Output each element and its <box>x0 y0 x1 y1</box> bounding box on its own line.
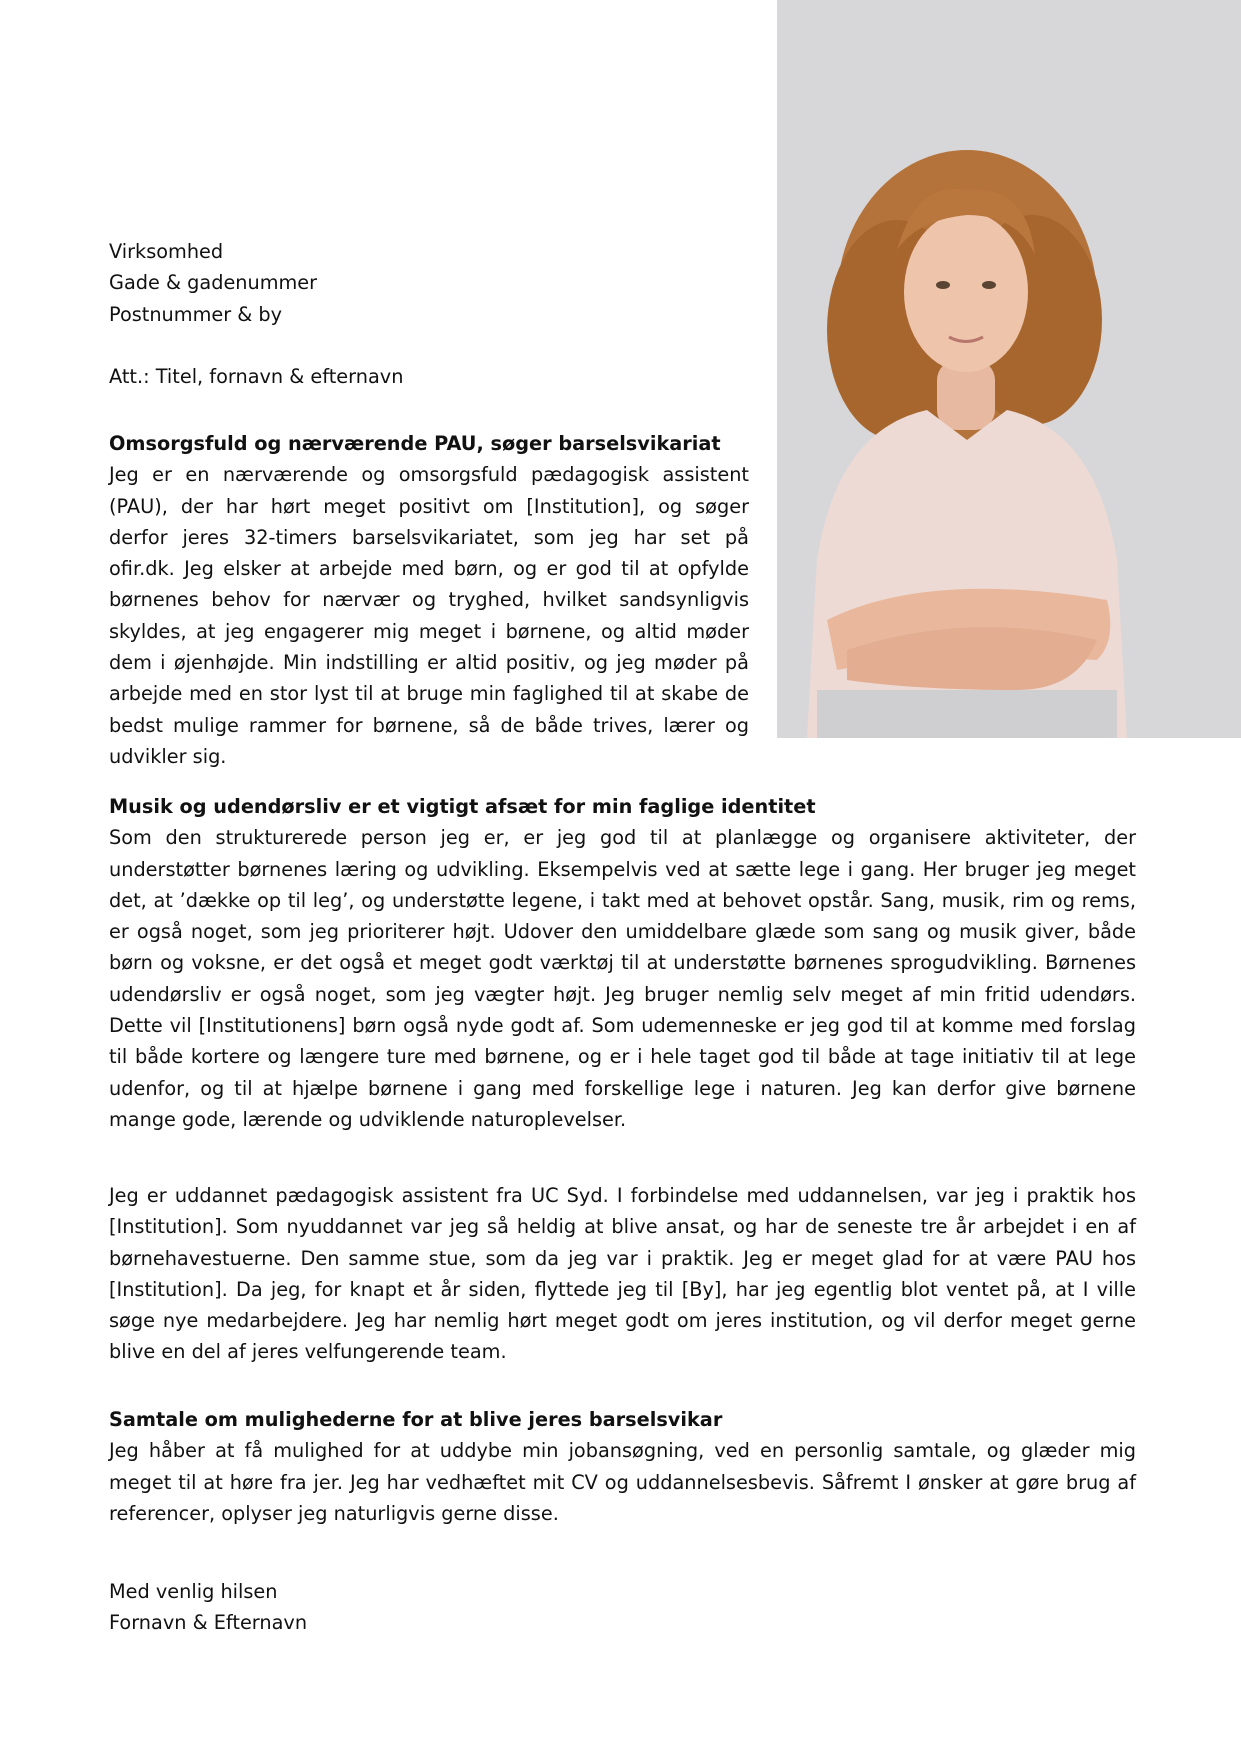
section-music-outdoor-heading: Musik og udendørsliv er et vigtigt afsæt for min faglige identitet <box>109 795 816 818</box>
section-interview <box>109 1404 1136 1529</box>
recipient-address <box>109 236 317 330</box>
section-interview-body: Jeg håber at få mulighed for at uddybe min jobansøgning, ved en personlig samtale, og glæder mig meget til at høre fra jer. Jeg har vedhæftet mit CV og uddannelsesbevis. Såfremt I ønsker at gøre brug af referencer, oplyser jeg naturligvis gerne disse. <box>109 1439 1136 1525</box>
attention-text: Att.: Titel, fornavn & efternavn <box>109 365 404 388</box>
signature-name: Fornavn & Efternavn <box>109 1611 308 1635</box>
recipient-postal: Postnummer & by <box>109 302 283 326</box>
section-interview-heading: Samtale om mulighederne for at blive jeres barselsvikar <box>109 1408 723 1431</box>
section-intro-heading: Omsorgsfuld og nærværende PAU, søger barselsvikariat <box>109 432 721 455</box>
recipient-company: Virksomhed <box>109 240 224 263</box>
portrait-illustration <box>777 0 1241 738</box>
section-music-outdoor <box>109 791 1136 1135</box>
profile-photo <box>777 0 1241 738</box>
section-intro <box>109 428 749 772</box>
closing-greeting: Med venlig hilsen <box>109 1580 278 1603</box>
closing <box>109 1576 307 1639</box>
section-music-outdoor-body: Som den strukturerede person jeg er, er jeg god til at planlægge og organisere aktiviteter, der understøtter børnenes læring og udvikling. Eksempelvis ved at sætte lege i gang. Her bruger jeg meget det, at ’dække op til leg’, og understøtte legene, i takt med at behovet opstår. Sang, musik, rim og rems, er også noget, som jeg prioriterer højt. Udover den umiddelbare glæde som sang og musik giver, både børn og voksne, er det også et meget godt værktøj til at understøtte børnenes sprogudvikling. Børnenes udendørsliv er også noget, som jeg vægter højt. Jeg bruger nemlig selv meget af min fritid udendørs. Dette vil [Institutionens] børn også nyde godt af. Som udemenneske er jeg god til at komme med forslag til både kortere og længere ture med børnene, og er i hele taget god til både at tage initiativ til at lege udenfor, og til at hjælpe børnene i gang med forskellige lege i naturen. Jeg kan derfor give børnene mange gode, lærende og udviklende naturoplevelser. <box>109 826 1136 1131</box>
recipient-street: Gade & gadenummer <box>109 271 318 295</box>
attention-line <box>109 361 403 392</box>
section-education <box>109 1180 1136 1368</box>
section-intro-body: Jeg er en nærværende og omsorgsfuld pædagogisk assistent (PAU), der har hørt meget positivt om [Institution], og søger derfor jeres 32-timers barselsvikariatet, som jeg har set på ofir.dk. Jeg elsker at arbejde med børn, og er god til at opfylde børnenes behov for nærvær og tryghed, hvilket sandsynligvis skyldes, at jeg engagerer mig meget i børnene, og altid møder dem i øjenhøjde. Min indstilling er altid positiv, og jeg møder på arbejde med en stor lyst til at bruge min faglighed til at skabe de bedst mulige rammer for børnene, så de både trives, lærer og udvikler sig. <box>109 463 749 768</box>
section-education-body: Jeg er uddannet pædagogisk assistent fra UC Syd. I forbindelse med uddannelsen, var jeg i praktik hos [Institution]. Som nyuddannet var jeg så heldig at blive ansat, og har de seneste tre år arbejdet i en af børnehavestuerne. Den samme stue, som da jeg var i praktik. Jeg er meget glad for at være PAU hos [Institution]. Da jeg, for knapt et år siden, flyttede jeg til [By], har jeg egentlig blot ventet på, at I ville søge nye medarbejdere. Jeg har nemlig hørt meget godt om jeres institution, og vil derfor meget gerne blive en del af jeres velfungerende team. <box>109 1184 1136 1364</box>
